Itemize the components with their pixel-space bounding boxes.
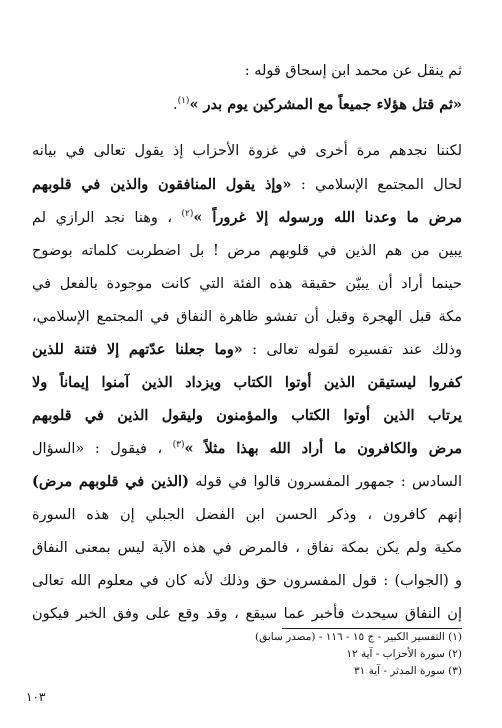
body-line-1 — [32, 140, 462, 162]
footnote-ref: (٣) — [172, 440, 185, 451]
body-line-11 — [32, 471, 462, 493]
intro-line — [32, 60, 462, 82]
intro-quote-line — [32, 94, 462, 116]
body-line-10 — [32, 438, 462, 460]
footnote-ref: (٢) — [181, 209, 194, 220]
body-line-5 — [32, 273, 462, 295]
quran-quote: «وما جعلنا عدّتهم إلا فتنة للذين — [32, 341, 243, 358]
body-text: ، وهنا نجد الرازي لم — [32, 210, 182, 226]
body-line-4 — [32, 240, 462, 262]
body-line-6 — [32, 306, 462, 328]
body-text: لكننا نجدهم مرة أخرى في غزوة الأحزاب إذ يقول تعالى في بيانه — [32, 143, 462, 159]
body-line-9 — [32, 405, 462, 427]
body-text: لحال المجتمع الإسلامي : — [291, 177, 462, 193]
quran-quote: كفروا ليستيقن الذين أوتوا الكتاب ويزداد الذين آمنوا إيماناً ولا — [32, 374, 462, 391]
footnote-separator — [282, 628, 462, 629]
quote-end: . — [172, 97, 178, 113]
quran-quote: مرض والكافرون ما أراد الله بهذا مثلاً » — [184, 440, 462, 457]
body-text: مكة قبل الهجرة وقبل أن تفشو ظاهرة النفاق في المجتمع الإسلامي، — [32, 309, 462, 325]
quran-quote: مرض ما وعدنا الله ورسوله إلا غروراً » — [193, 209, 462, 226]
footnote-3: (٣) سورة المدثر - آية ٣١ — [353, 665, 462, 677]
footnote-2: (٢) سورة الأحزاب - آية ١٢ — [346, 648, 462, 660]
intro-text: ثم ينقل عن محمد ابن إسحاق قوله : — [244, 63, 462, 79]
body-line-2 — [32, 174, 462, 196]
body-line-8 — [32, 372, 462, 394]
body-text: يبين من هم الذين في قلوبهم مرض ! بل اضطربت كلماته بوضوح — [32, 243, 462, 259]
body-text: إنهم كافرون ، وذكر الحسن ابن الفضل الجبلي إن هذه السورة — [32, 507, 462, 523]
body-text: و (الجواب) : قول المفسرون حق وذلك لأنه كان في معلوم الله تعالى — [32, 573, 462, 589]
quran-quote: (الذين في قلوبهم مرض) — [32, 473, 189, 490]
quran-quote: «وإذ يقول المنافقون والذين في قلوبهم — [32, 176, 292, 193]
body-line-13 — [32, 537, 462, 559]
body-line-12 — [32, 504, 462, 526]
body-line-15 — [32, 603, 462, 625]
body-text: إن النفاق سيحدث فأخبر عما سيقع ، وقد وقع على وفق الخبر فيكون — [32, 606, 462, 622]
body-line-7 — [32, 339, 462, 361]
body-text: حينما أراد أن يبيّن حقيقة هذه الفئة التي كانت موجودة بالفعل في — [32, 276, 462, 292]
footnote-ref: (١) — [177, 96, 190, 107]
quran-quote: يرتاب الذين أوتوا الكتاب والمؤمنون وليقول الذين في قلوبهم — [32, 407, 462, 424]
page-number: ١٠٣ — [26, 690, 46, 704]
quran-quote: «ثم قتل هؤلاء جميعاً مع المشركين يوم بدر » — [189, 96, 462, 113]
body-text: ، فيقول : «السؤال — [32, 441, 173, 457]
body-text: السادس : جمهور المفسرون قالوا في قوله — [188, 474, 462, 490]
body-text: مكية ولم يكن بمكة نفاق ، فالمرض في هذه الآية ليس بمعنى النفاق — [32, 540, 462, 556]
footnote-1: (١) التفسير الكبير - ج ١٥ - ١١٦ - (مصدر سابق) — [254, 631, 462, 643]
body-line-14 — [32, 570, 462, 592]
body-text: وذلك عند تفسيره لقوله تعالى : — [242, 342, 462, 358]
body-line-3 — [32, 207, 462, 229]
